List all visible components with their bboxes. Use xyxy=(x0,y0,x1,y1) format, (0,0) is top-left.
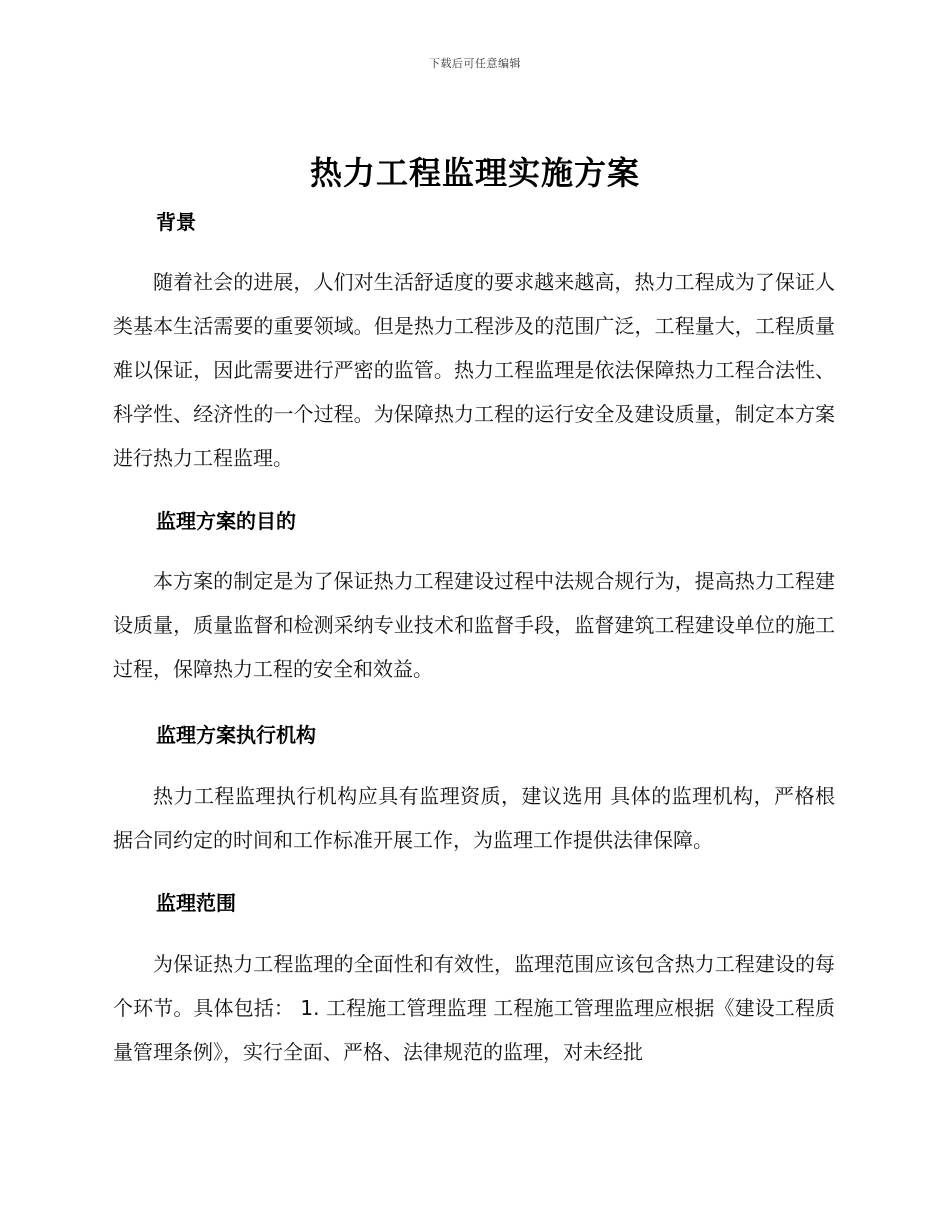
section-heading: 监理方案的目的 xyxy=(156,509,296,533)
section-background xyxy=(113,205,835,480)
section-heading: 监理方案执行机构 xyxy=(156,723,316,747)
section-paragraph: 为保证热力工程监理的全面性和有效性，监理范围应该包含热力工程建设的每个环节。具体包括： 1. 工程施工管理监理 工程施工管理监理应根据《建设工程质量管理条例》，实行全面、严格、法律规范的监理，对未经批 xyxy=(113,952,835,1064)
section-heading: 监理范围 xyxy=(156,891,236,915)
section-executing-agency xyxy=(113,718,835,862)
section-paragraph: 热力工程监理执行机构应具有监理资质，建议选用 具体的监理机构，严格根据合同约定的时间和工作标准开展工作，为监理工作提供法律保障。 xyxy=(113,784,835,852)
section-heading: 背景 xyxy=(156,210,196,234)
header-note: 下载后可任意编辑 xyxy=(429,57,521,70)
section-purpose xyxy=(113,504,835,691)
section-paragraph: 随着社会的进展，人们对生活舒适度的要求越来越高，热力工程成为了保证人类基本生活需要的重要领域。但是热力工程涉及的范围广泛，工程量大，工程质量难以保证，因此需要进行严密的监管。热力工程监理是依法保障热力工程合法性、科学性、经济性的一个过程。为保障热力工程的运行安全及建设质量，制定本方案进行热力工程监理。 xyxy=(113,270,835,470)
document-body xyxy=(113,205,835,1074)
section-scope xyxy=(113,886,835,1074)
document-title: 热力工程监理实施方案 xyxy=(309,154,640,192)
section-paragraph: 本方案的制定是为了保证热力工程建设过程中法规合规行为，提高热力工程建设质量，质量监督和检测采纳专业技术和监督手段，监督建筑工程建设单位的施工过程，保障热力工程的安全和效益。 xyxy=(113,569,835,681)
